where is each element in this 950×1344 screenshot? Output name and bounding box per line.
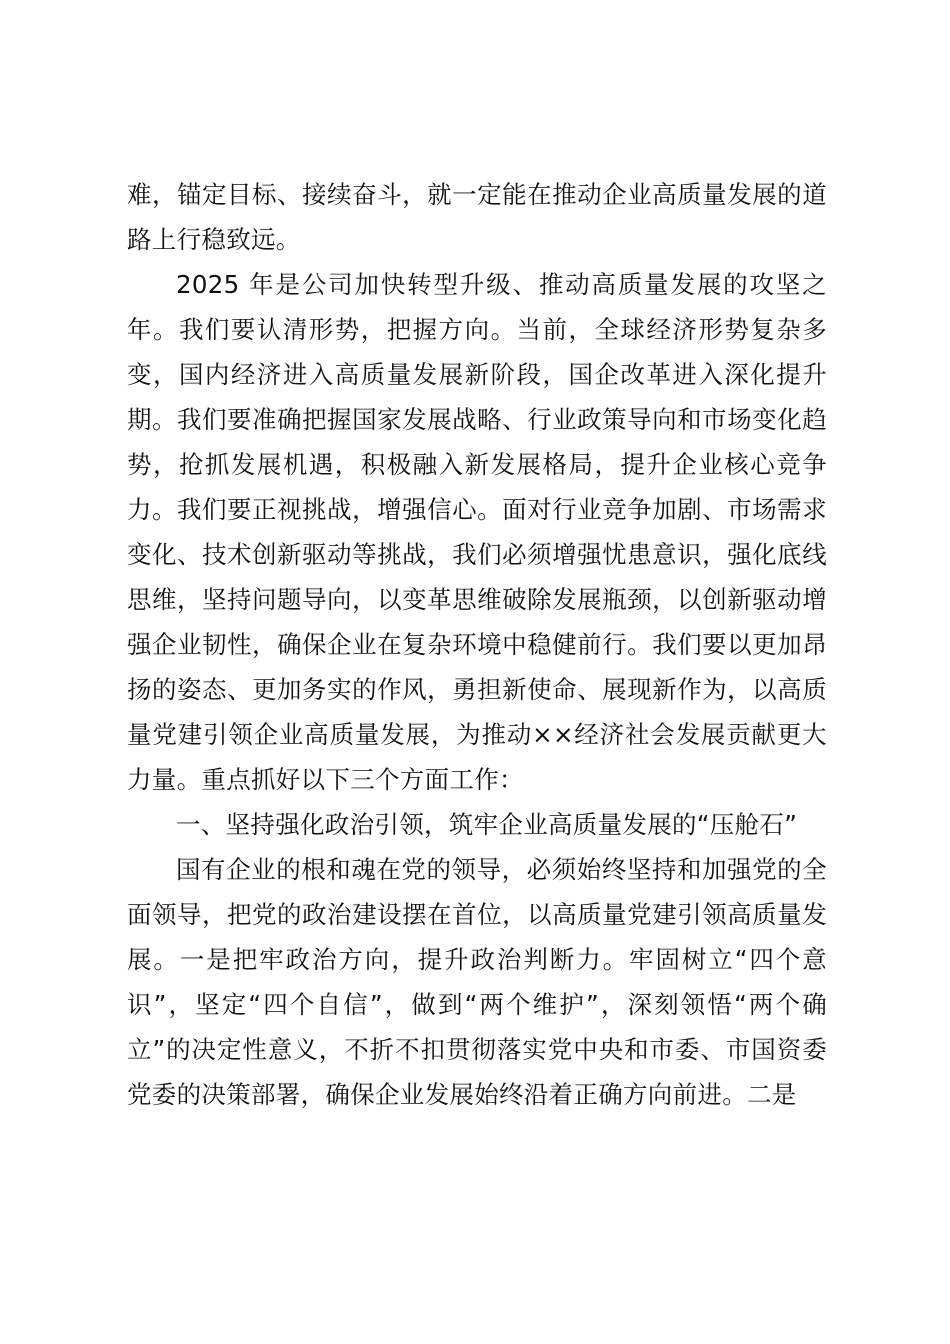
paragraph-situation-analysis: 2025 年是公司加快转型升级、推动高质量发展的攻坚之年。我们要认清形势，把握方向。当前，全球经济形势复杂多变，国内经济进入高质量发展新阶段，国企改革进入深化提升期。我们要准确把握国家发展战略、行业政策导向和市场变化趋势，抢抓发展机遇，积极融入新发展格局，提升企业核心竞争力。我们要正视挑战，增强信心。面对行业竞争加剧、市场需求变化、技术创新驱动等挑战，我们必须增强忧患意识，强化底线思维，坚持问题导向，以变革思维破除发展瓶颈，以创新驱动增强企业韧性，确保企业在复杂环境中稳健前行。我们要以更加昂扬的姿态、更加务实的作风，勇担新使命、展现新作为，以高质量党建引领企业高质量发展，为推动××经济社会发展贡献更大力量。重点抓好以下三个方面工作： xyxy=(127,270,827,794)
document-body xyxy=(127,172,827,1117)
section-heading-one: 一、坚持强化政治引领，筑牢企业高质量发展的“压舱石” xyxy=(176,810,798,839)
paragraph-continuation: 难，锚定目标、接续奋斗，就一定能在推动企业高质量发展的道路上行稳致远。 xyxy=(127,180,827,254)
paragraph-political-leadership: 国有企业的根和魂在党的领导，必须始终坚持和加强党的全面领导，把党的政治建设摆在首位，以高质量党建引领高质量发展。一是把牢政治方向，提升政治判断力。牢固树立“四个意识”，坚定“四个自信”，做到“两个维护”，深刻领悟“两个确立”的决定性意义，不折不扣贯彻落实党中央和市委、市国资委党委的决策部署，确保企业发展始终沿着正确方向前进。二是 xyxy=(127,855,827,1109)
